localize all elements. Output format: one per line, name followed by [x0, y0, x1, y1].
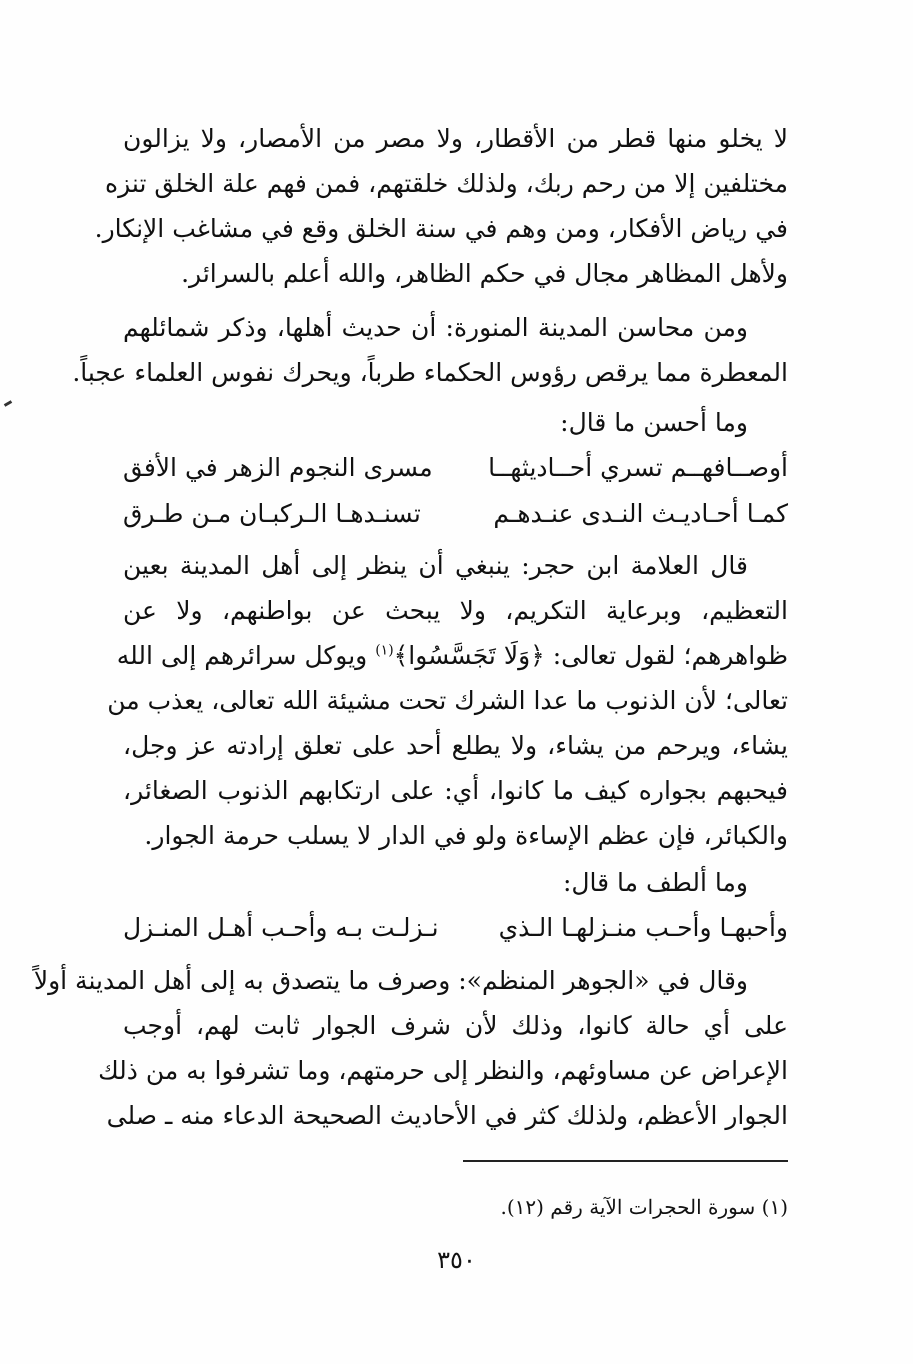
footnote-divider	[463, 1160, 788, 1162]
text-line: التعظيم، وبرعاية التكريم، ولا يبحث عن بواطنهم، ولا عن	[123, 596, 788, 625]
text-line: يشاء، ويرحم من يشاء، ولا يطلع أحد على تعلق إرادته عز وجل،	[123, 731, 788, 760]
text-line: ولأهل المظاهر مجال في حكم الظاهر، والله أعلم بالسرائر.	[181, 259, 788, 288]
poem-verse	[123, 491, 788, 537]
verse-first-hemistich: أوصــافهــم تسري أحــاديثهــا	[488, 453, 788, 482]
poem-2	[123, 905, 788, 951]
text-line: تعالى؛ لأن الذنوب ما عدا الشرك تحت مشيئة الله تعالى، يعذب من	[107, 686, 788, 715]
paragraph-2	[72, 305, 788, 395]
paragraph-3	[107, 543, 788, 858]
text-line-with-quran	[116, 633, 788, 678]
text-line: مختلفين إلا من رحم ربك، ولذلك خلقتهم، فمن فهم علة الخلق تنزه	[105, 169, 788, 198]
text-line: في رياض الأفكار، ومن وهم في سنة الخلق وقع في مشاغب الإنكار.	[94, 214, 788, 243]
text-line: فيحبهم بجواره كيف ما كانوا، أي: على ارتكابهم الذنوب الصغائر،	[123, 776, 788, 805]
verse-second-hemistich: مسرى النجوم الزهر في الأفق	[123, 453, 433, 482]
footnote: (١) سورة الحجرات الآية رقم (١٢).	[500, 1195, 788, 1219]
paragraph-1	[94, 116, 788, 296]
verse-first-hemistich: وأحبهـا وأحـب منـزلهـا الـذي	[498, 913, 788, 942]
poem-1	[123, 445, 788, 537]
text-line: ومن محاسن المدينة المنورة: أن حديث أهلها، وذكر شمائلهم	[123, 313, 748, 342]
text-segment: ظواهرهم؛ لقول تعالى:	[544, 641, 788, 670]
text-line: وقال في «الجوهر المنظم»: وصرف ما يتصدق به إلى أهل المدينة أولاً	[33, 966, 748, 995]
text-line: المعطرة مما يرقص رؤوس الحكماء طرباً، ويحرك نفوس العلماء عجباً.	[72, 358, 788, 387]
text-segment: ويوكل سرائرهم إلى الله	[116, 641, 376, 670]
verse-intro-2	[123, 860, 788, 905]
quran-quote: ﴿وَلَا تَجَسَّسُوا﴾	[393, 641, 545, 670]
paragraph-4	[33, 958, 788, 1138]
verse-intro-text: وما ألطف ما قال:	[562, 868, 748, 897]
poem-verse	[123, 905, 788, 951]
poem-verse	[123, 445, 788, 491]
text-line: لا يخلو منها قطر من الأقطار، ولا مصر من الأمصار، ولا يزالون	[123, 124, 788, 153]
page-number: ٣٥٠	[437, 1246, 476, 1274]
footnote-reference[interactable]: (١)	[375, 642, 394, 659]
verse-second-hemistich: نـزلـت بـه وأحـب أهـل المنـزل	[123, 913, 439, 942]
scan-edge-mark	[4, 400, 12, 407]
text-line: والكبائر، فإن عظم الإساءة ولو في الدار لا يسلب حرمة الجوار.	[144, 821, 788, 850]
text-line: على أي حالة كانوا، وذلك لأن شرف الجوار ثابت لهم، أوجب	[123, 1011, 788, 1040]
verse-intro-text: وما أحسن ما قال:	[560, 408, 748, 437]
verse-second-hemistich: تسنـدهـا الـركبـان مـن طـرق	[123, 499, 421, 528]
verse-intro-1	[123, 400, 788, 445]
text-line: الجوار الأعظم، ولذلك كثر في الأحاديث الصحيحة الدعاء منه ـ صلى	[106, 1101, 788, 1130]
text-line: قال العلامة ابن حجر: ينبغي أن ينظر إلى أهل المدينة بعين	[123, 551, 748, 580]
verse-first-hemistich: كمـا أحـاديـث النـدى عنـدهـم	[493, 499, 788, 528]
text-line: الإعراض عن مساوئهم، والنظر إلى حرمتهم، وما تشرفوا به من ذلك	[98, 1056, 788, 1085]
